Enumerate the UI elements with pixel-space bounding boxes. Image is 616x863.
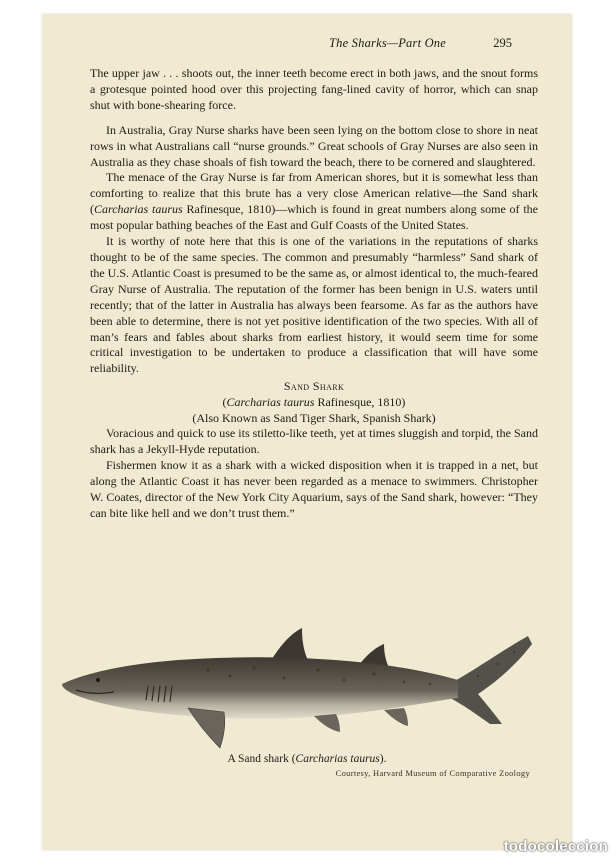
watermark-logo: todocoleccion	[503, 838, 608, 855]
pectoral-fin	[188, 708, 225, 748]
shark-eye	[96, 678, 100, 682]
paragraph-menace-part1: The menace of the Gray Nurse is far from American shores, but it is somewhat less than comforting to realize that this brute has a very close American relative—the Sand shark (	[90, 170, 538, 217]
figure-credit: Courtesy, Harvard Museum of Comparative Zoology	[335, 768, 530, 778]
page-number: 295	[493, 36, 512, 50]
paragraph-menace	[90, 170, 538, 234]
shark-illustration	[58, 620, 558, 760]
pelvic-fin	[314, 714, 340, 732]
paragraph-australia: In Australia, Gray Nurse sharks have been seen lying on the bottom close to shore in neat rows in what Australians call “nurse grounds.” Great schools of Gray Nurses are also seen in Australia as they chase shoals of fish toward the beach, there to be cornered and slaughtered.	[90, 122, 538, 169]
page-header	[42, 36, 572, 54]
body-text	[90, 66, 538, 522]
anal-fin	[384, 708, 408, 726]
block-quote: The upper jaw . . . shoots out, the inner teeth become erect in both jaws, and the snout forms a grotesque pointed hood over this projecting fang-lined cavity of horror, which can snap shut with bone-shearing force.	[90, 66, 538, 112]
heading-scientific-name: (Carcharias taurus Rafinesque, 1810)	[222, 395, 406, 410]
heading-species-italic: Carcharias taurus	[226, 395, 315, 410]
section-heading	[90, 378, 538, 426]
paragraph-menace-part2: Rafinesque, 1810)—which is found in great numbers along some of the most popular bathing beaches of the East and Gulf Coasts of the United States.	[90, 202, 539, 233]
figure-caption: A Sand shark (Carcharias taurus).	[227, 753, 387, 765]
heading-also-known: (Also Known as Sand Tiger Shark, Spanish Shark)	[192, 411, 436, 426]
sand-shark-image	[58, 620, 558, 760]
book-page	[42, 14, 572, 850]
paragraph-reputation: It is worthy of note here that this is one of the variations in the reputations of sharks thought to be of the same species. The common and presumably “harmless” Sand shark of the U.S. Atlantic Coast is presumed to be the same as, or almost identical to, the much-feared Gray Nurse of Australia. The reputation of the former has been benign in U.S. waters until recently; that of the latter in Australia has always been fearsome. As far as the authors have been able to determine, there is not yet positive identification of the two species. With all of man’s fears and fables about sharks from earliest history, it would seem time for some critical investigation to be undertaken to produce a classification that will have some reliability.	[90, 234, 538, 376]
paragraph-voracious: Voracious and quick to use its stiletto-like teeth, yet at times sluggish and torpid, the Sand shark has a Jekyll-Hyde reputation.	[90, 426, 538, 457]
tail-fin	[450, 636, 532, 724]
heading-sand-shark: Sand Shark	[283, 379, 345, 394]
paragraph-fishermen: Fishermen know it as a shark with a wicked disposition when it is trapped in a net, but along the Atlantic Coast it has never been regarded as a menace to swimmers. Christopher W. Coates, director of the New York City Aquarium, says of the Sand shark, however: “They can bite like hell and we don’t trust them.”	[90, 458, 538, 520]
paragraph-menace-species: Carcharias taurus	[94, 202, 183, 217]
running-title: The Sharks—Part One	[329, 36, 446, 50]
caption-species-italic: Carcharias taurus	[295, 753, 380, 765]
